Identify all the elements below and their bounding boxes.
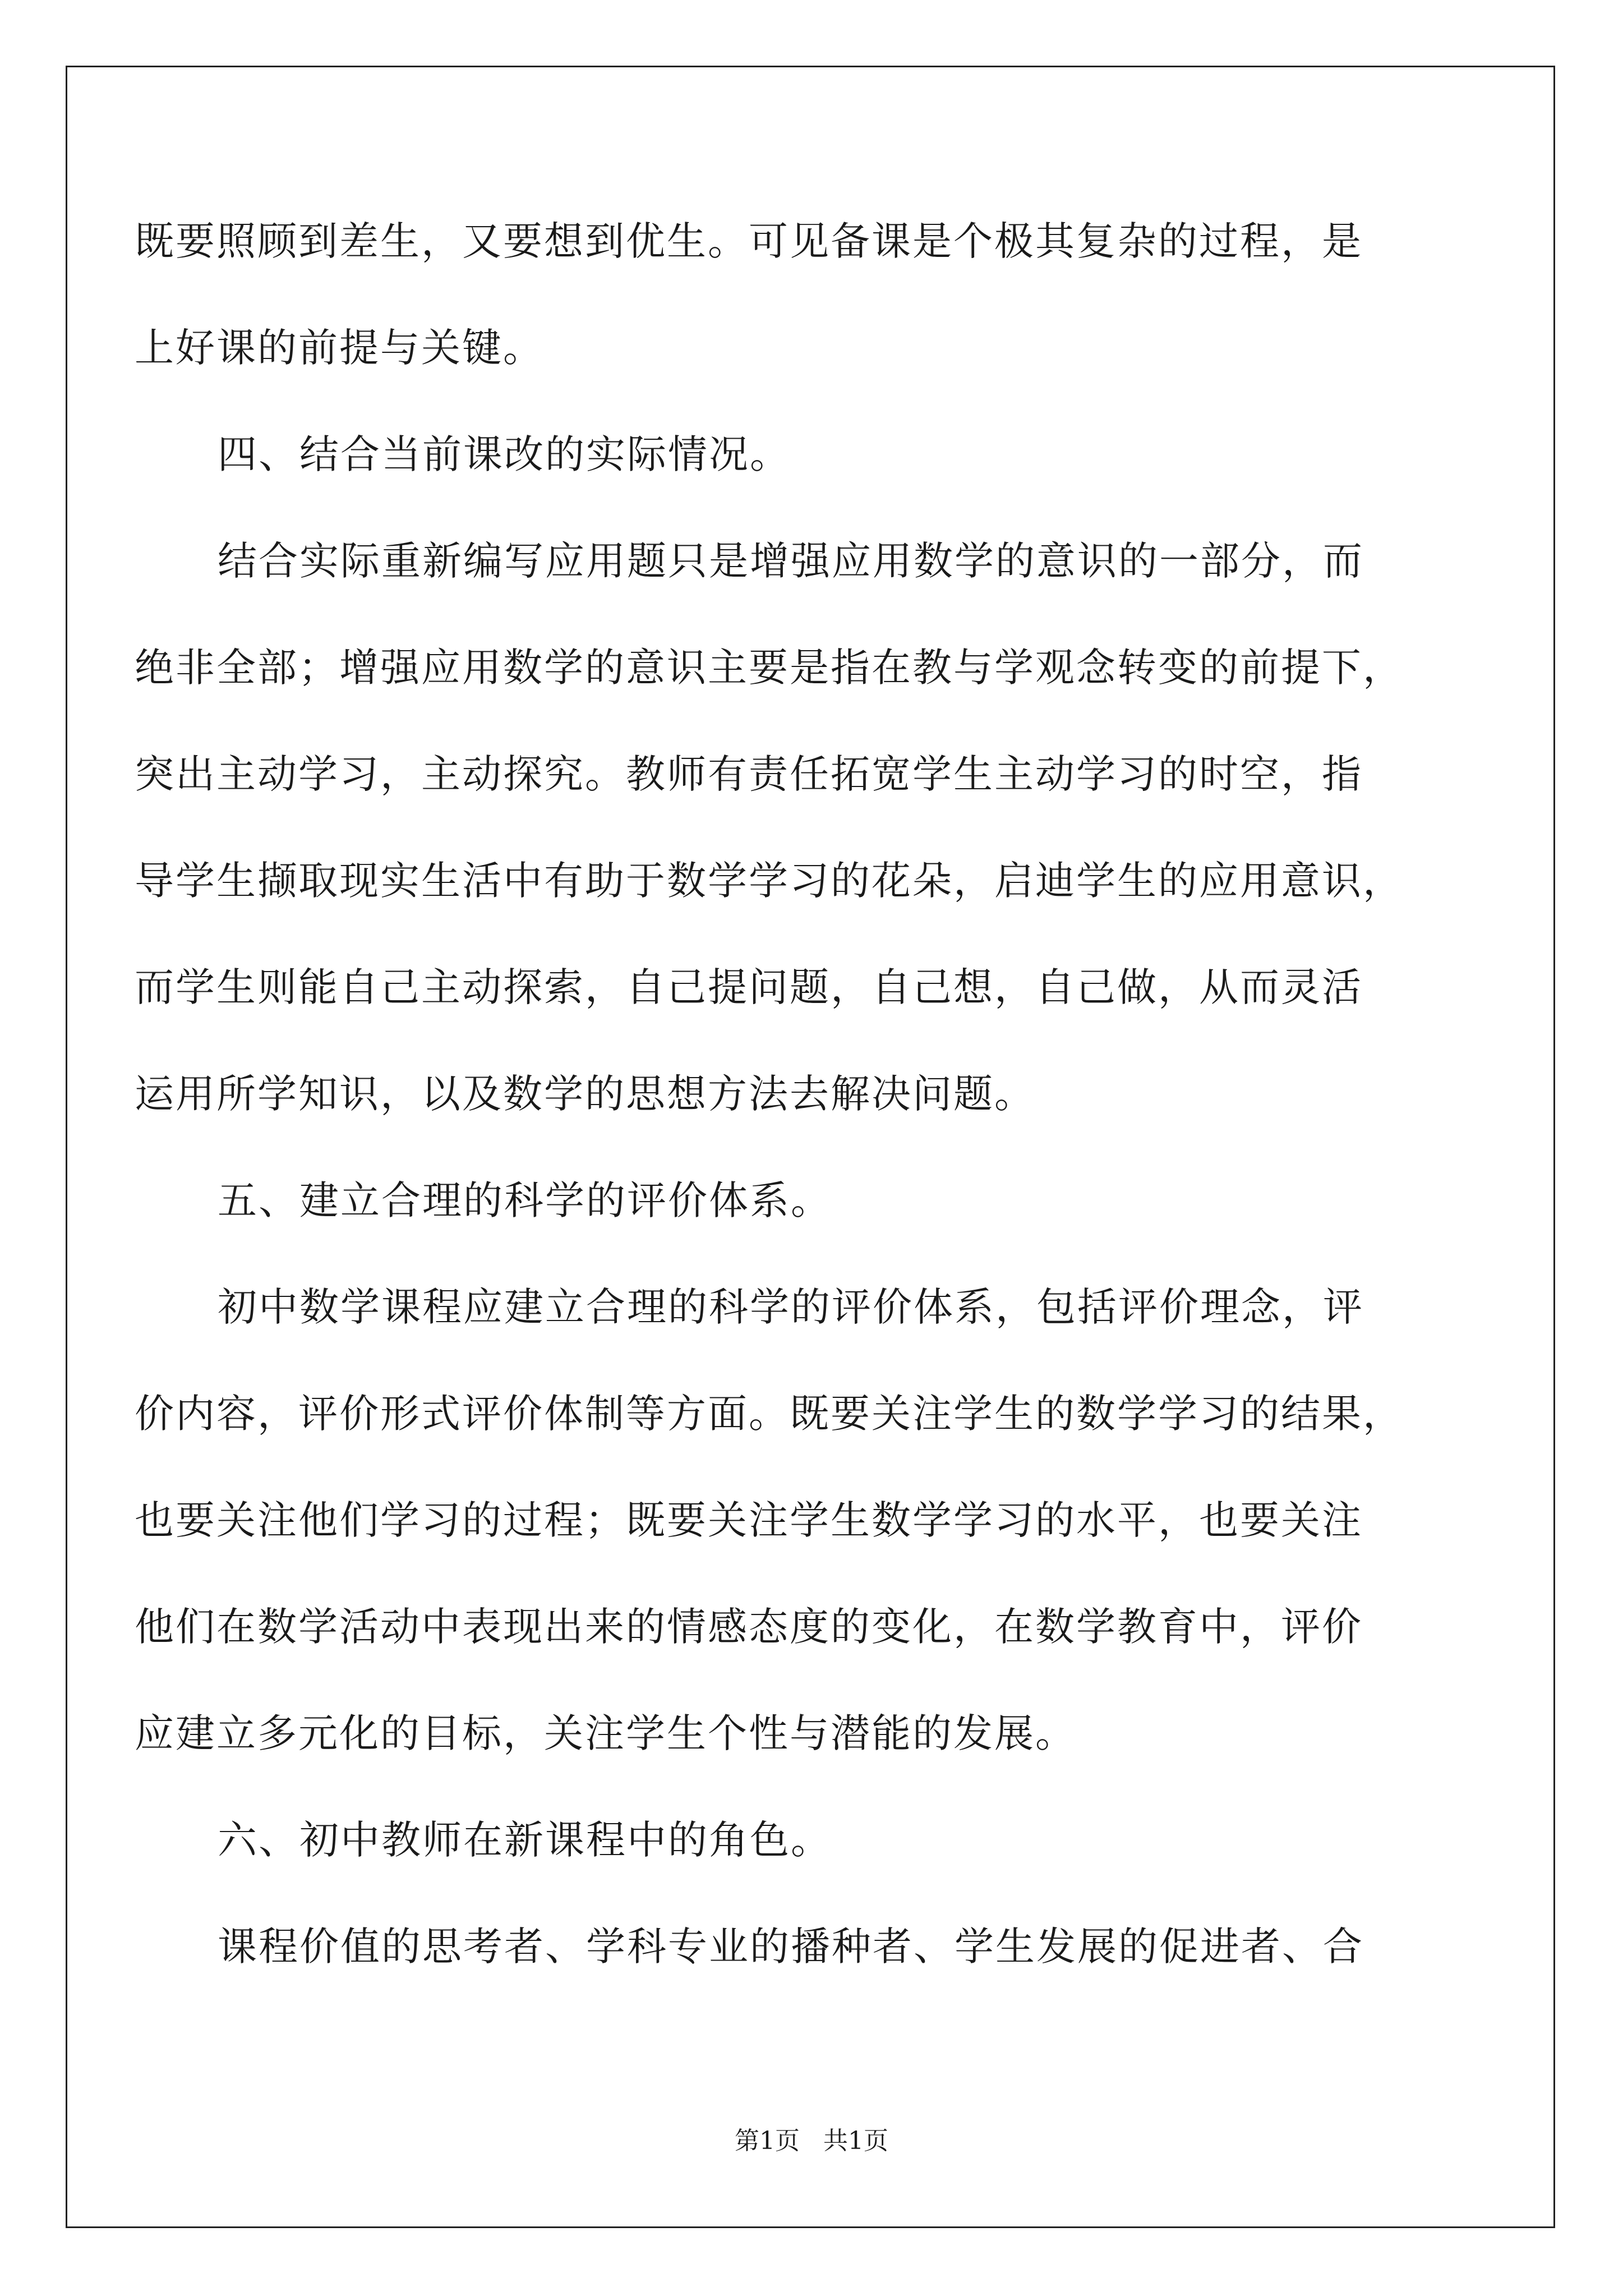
text-line: 他们在数学活动中表现出来的情感态度的变化，在数学教育中，评价: [135, 1604, 1363, 1650]
text-line: 上好课的前提与关键。: [135, 325, 544, 371]
text-line: 导学生撷取现实生活中有助于数学学习的花朵，启迪学生的应用意识，: [135, 858, 1404, 904]
page-footer: 第1页 共1页: [735, 2127, 888, 2155]
text-line: 价内容，评价形式评价体制等方面。既要关注学生的数学学习的结果，: [135, 1391, 1404, 1437]
document-body: [135, 218, 1486, 2033]
text-line: 绝非全部；增强应用数学的意识主要是指在教与学观念转变的前提下，: [135, 645, 1404, 691]
section-heading: 四、结合当前课改的实际情况。: [218, 431, 791, 477]
text-line: 初中数学课程应建立合理的科学的评价体系，包括评价理念，评: [218, 1284, 1364, 1330]
text-line: 运用所学知识，以及数学的思想方法去解决问题。: [135, 1071, 1035, 1117]
text-line: 应建立多元化的目标，关注学生个性与潜能的发展。: [135, 1710, 1076, 1756]
text-line: 突出主动学习，主动探究。教师有责任拓宽学生主动学习的时空，指: [135, 751, 1363, 797]
section-heading: 六、初中教师在新课程中的角色。: [218, 1817, 832, 1863]
text-line: 也要关注他们学习的过程；既要关注学生数学学习的水平，也要关注: [135, 1497, 1363, 1543]
text-line: 课程价值的思考者、学科专业的播种者、学生发展的促进者、合: [218, 1924, 1364, 1970]
text-line: 结合实际重新编写应用题只是增强应用数学的意识的一部分，而: [218, 538, 1364, 584]
section-heading: 五、建立合理的科学的评价体系。: [218, 1177, 832, 1223]
text-line: 而学生则能自己主动探索，自己提问题，自己想，自己做，从而灵活: [135, 964, 1363, 1010]
text-line: 既要照顾到差生，又要想到优生。可见备课是个极其复杂的过程，是: [135, 218, 1363, 264]
